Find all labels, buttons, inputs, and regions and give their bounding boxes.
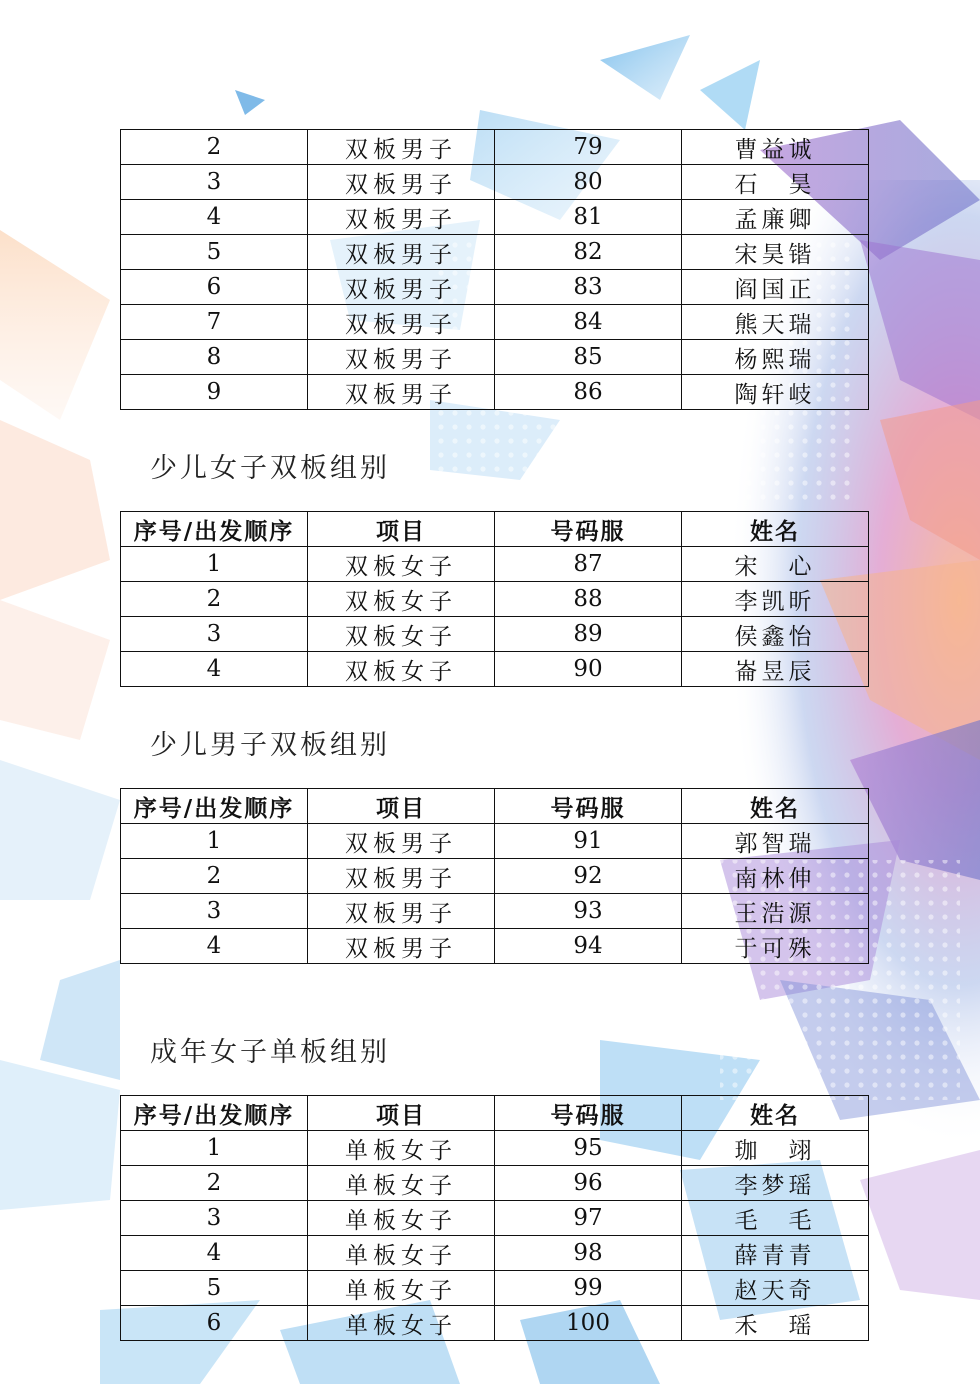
table-row: [121, 617, 869, 652]
cell-order: 2: [121, 859, 308, 894]
cell-order: 5: [121, 1271, 308, 1306]
column-header-name: 姓名: [682, 1096, 869, 1131]
cell-order: 2: [121, 130, 308, 165]
cell-name: 毛 毛: [682, 1201, 869, 1236]
table-row: [121, 235, 869, 270]
cell-name: 赵天奇: [682, 1271, 869, 1306]
table-row: [121, 859, 869, 894]
results-table-junior-women-ski: [120, 511, 869, 687]
cell-event: 双板女子: [308, 652, 495, 687]
cell-name: 薛青青: [682, 1236, 869, 1271]
cell-name: 于可殊: [682, 929, 869, 964]
column-header-bib: 号码服: [495, 512, 682, 547]
table-row: [121, 1131, 869, 1166]
table-row: [121, 1201, 869, 1236]
cell-order: 4: [121, 652, 308, 687]
cell-bib: 90: [495, 652, 682, 687]
cell-bib: 91: [495, 824, 682, 859]
section-title-adult-women-snowboard: 成年女子单板组别: [150, 1037, 390, 1068]
table-row: [121, 824, 869, 859]
table-row: [121, 1306, 869, 1341]
cell-name: 禾 瑶: [682, 1306, 869, 1341]
table-row: [121, 929, 869, 964]
cell-order: 2: [121, 582, 308, 617]
cell-bib: 86: [495, 375, 682, 410]
cell-order: 4: [121, 200, 308, 235]
column-header-name: 姓名: [682, 789, 869, 824]
cell-name: 杨熙瑞: [682, 340, 869, 375]
cell-event: 双板女子: [308, 582, 495, 617]
table-row: [121, 270, 869, 305]
cell-bib: 80: [495, 165, 682, 200]
cell-event: 双板男子: [308, 929, 495, 964]
table-row: [121, 130, 869, 165]
cell-order: 6: [121, 270, 308, 305]
cell-order: 2: [121, 1166, 308, 1201]
results-table-adult-women-snowboard: [120, 1095, 869, 1341]
cell-name: 曹益诚: [682, 130, 869, 165]
cell-name: 王浩源: [682, 894, 869, 929]
cell-name: 宋 心: [682, 547, 869, 582]
cell-event: 双板男子: [308, 859, 495, 894]
cell-event: 单板女子: [308, 1201, 495, 1236]
column-header-order: 序号/出发顺序: [121, 1096, 308, 1131]
column-header-event: 项目: [308, 1096, 495, 1131]
cell-order: 1: [121, 1131, 308, 1166]
cell-event: 双板男子: [308, 270, 495, 305]
results-table-continued: [120, 129, 869, 410]
cell-order: 9: [121, 375, 308, 410]
table-row: [121, 652, 869, 687]
table-row: [121, 340, 869, 375]
cell-bib: 92: [495, 859, 682, 894]
table-row: [121, 1236, 869, 1271]
cell-event: 双板男子: [308, 375, 495, 410]
cell-event: 单板女子: [308, 1131, 495, 1166]
results-table-junior-men-ski: [120, 788, 869, 964]
cell-order: 1: [121, 547, 308, 582]
cell-bib: 97: [495, 1201, 682, 1236]
cell-order: 3: [121, 894, 308, 929]
cell-event: 单板女子: [308, 1271, 495, 1306]
cell-event: 双板男子: [308, 165, 495, 200]
column-header-order: 序号/出发顺序: [121, 789, 308, 824]
cell-name: 侯鑫怡: [682, 617, 869, 652]
table-row: [121, 375, 869, 410]
cell-bib: 83: [495, 270, 682, 305]
cell-bib: 96: [495, 1166, 682, 1201]
column-header-event: 项目: [308, 789, 495, 824]
table-header-row: [121, 1096, 869, 1131]
cell-name: 李凯昕: [682, 582, 869, 617]
cell-bib: 95: [495, 1131, 682, 1166]
cell-name: 郭智瑞: [682, 824, 869, 859]
cell-order: 3: [121, 165, 308, 200]
column-header-order: 序号/出发顺序: [121, 512, 308, 547]
column-header-event: 项目: [308, 512, 495, 547]
cell-event: 双板男子: [308, 200, 495, 235]
column-header-name: 姓名: [682, 512, 869, 547]
table-row: [121, 894, 869, 929]
cell-name: 石 昊: [682, 165, 869, 200]
table-row: [121, 200, 869, 235]
cell-name: 珈 翊: [682, 1131, 869, 1166]
cell-bib: 89: [495, 617, 682, 652]
cell-bib: 94: [495, 929, 682, 964]
table-header-row: [121, 512, 869, 547]
cell-order: 5: [121, 235, 308, 270]
cell-bib: 79: [495, 130, 682, 165]
cell-name: 阎国正: [682, 270, 869, 305]
table-header-row: [121, 789, 869, 824]
section-title-junior-women-ski: 少儿女子双板组别: [150, 453, 390, 484]
cell-bib: 93: [495, 894, 682, 929]
table-row: [121, 305, 869, 340]
cell-bib: 88: [495, 582, 682, 617]
cell-bib: 84: [495, 305, 682, 340]
cell-name: 熊天瑞: [682, 305, 869, 340]
table-row: [121, 547, 869, 582]
cell-bib: 85: [495, 340, 682, 375]
cell-name: 崙昱辰: [682, 652, 869, 687]
cell-order: 1: [121, 824, 308, 859]
cell-event: 双板男子: [308, 894, 495, 929]
cell-event: 双板男子: [308, 824, 495, 859]
table-row: [121, 165, 869, 200]
cell-order: 6: [121, 1306, 308, 1341]
cell-bib: 87: [495, 547, 682, 582]
cell-event: 双板男子: [308, 340, 495, 375]
column-header-bib: 号码服: [495, 1096, 682, 1131]
cell-event: 单板女子: [308, 1236, 495, 1271]
cell-name: 南林伸: [682, 859, 869, 894]
cell-event: 双板女子: [308, 617, 495, 652]
cell-name: 宋昊锴: [682, 235, 869, 270]
cell-bib: 81: [495, 200, 682, 235]
section-title-junior-men-ski: 少儿男子双板组别: [150, 730, 390, 761]
column-header-bib: 号码服: [495, 789, 682, 824]
cell-order: 8: [121, 340, 308, 375]
cell-bib: 82: [495, 235, 682, 270]
cell-event: 双板男子: [308, 130, 495, 165]
cell-name: 李梦瑶: [682, 1166, 869, 1201]
cell-event: 双板女子: [308, 547, 495, 582]
cell-bib: 100: [495, 1306, 682, 1341]
cell-order: 3: [121, 617, 308, 652]
cell-order: 4: [121, 1236, 308, 1271]
cell-order: 4: [121, 929, 308, 964]
cell-event: 双板男子: [308, 235, 495, 270]
cell-event: 单板女子: [308, 1306, 495, 1341]
cell-event: 单板女子: [308, 1166, 495, 1201]
cell-name: 陶轩岐: [682, 375, 869, 410]
cell-bib: 98: [495, 1236, 682, 1271]
table-row: [121, 1166, 869, 1201]
table-row: [121, 1271, 869, 1306]
cell-order: 7: [121, 305, 308, 340]
cell-order: 3: [121, 1201, 308, 1236]
cell-bib: 99: [495, 1271, 682, 1306]
cell-name: 孟廉卿: [682, 200, 869, 235]
table-row: [121, 582, 869, 617]
cell-event: 双板男子: [308, 305, 495, 340]
